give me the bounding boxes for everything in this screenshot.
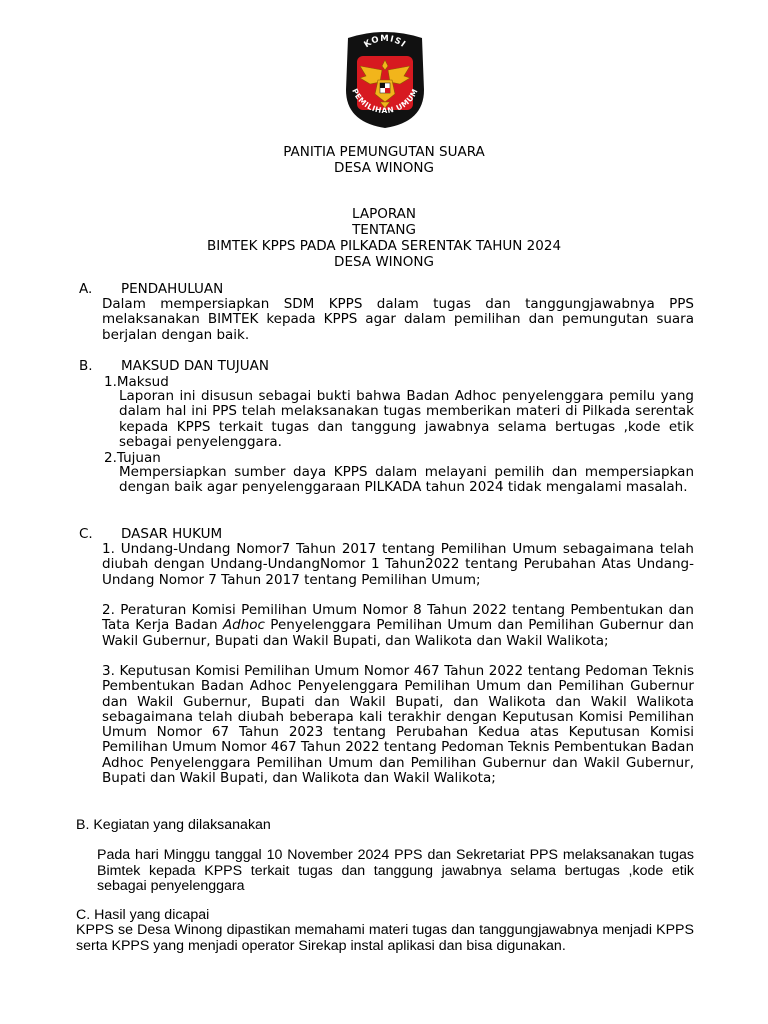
- tujuan-text: Mempersiapkan sumber daya KPPS dalam melayani pemilih dan mempersiapkan dengan baik agar penyelenggaraan PILKADA tahun 2024 tidak mengalami masalah.: [119, 464, 694, 496]
- section-a-letter: A.: [79, 281, 93, 297]
- title-line-4: DESA WINONG: [334, 254, 434, 270]
- section-a-text: Dalam mempersiapkan SDM KPPS dalam tugas dan tanggungjawabnya PPS melaksanakan BIMTEK kepada KPPS agar dalam pemilihan dan pemungutan suara berjalan dengan baik.: [102, 296, 694, 343]
- title-line-3: BIMTEK KPPS PADA PILKADA SERENTAK TAHUN 2024: [206, 238, 562, 254]
- law-item-2-before: 2. Peraturan Komisi Pemilihan Umum Nomor 8 Tahun 2022 tentang Pembentukan dan Tata Kerja Badan: [102, 602, 694, 634]
- law-item-1: 1. Undang-Undang Nomor7 Tahun 2017 tentang Pemilihan Umum sebagaimana telah diubah dengan Undang-UndangNomor 1 Tahun2022 tentang Perubahan Atas Undang-Undang Nomor 7 Tahun 2017 tentang Pemilihan Umum;: [102, 541, 694, 588]
- org-header: [0, 144, 768, 176]
- tujuan-label: 2.Tujuan: [104, 450, 161, 466]
- kegiatan-text: Pada hari Minggu tanggal 10 November 2024 PPS dan Sekretariat PPS melaksanakan tugas Bimtek kepada KPPS terkait tugas dan tanggung jawabnya selama bertugas ,kode etik sebagai penyelenggara: [97, 847, 694, 894]
- title-line-2: TENTANG: [352, 222, 416, 238]
- section-b-heading: [79, 358, 269, 374]
- section-c-heading: [79, 526, 222, 542]
- law-item-3: 3. Keputusan Komisi Pemilihan Umum Nomor 467 Tahun 2022 tentang Pedoman Teknis Pembentukan Badan Adhoc Penyelenggara Pemilihan Umum dan Pemilihan Gubernur dan Wakil Gubernur, Bupati dan Wakil Bupati, dan Walikota dan Wakil Walikota sebagaimana telah diubah beberapa kali terakhir dengan Keputusan Komisi Pemilihan Umum Nomor 67 Tahun 2023 tentang Perubahan Kedua atas Keputusan Komisi Pemilihan Umum Nomor 467 Tahun 2022 tentang Pedoman Teknis Pembentukan Badan Adhoc Penyelenggara Pemilihan Umum dan Pemilihan Gubernur dan Wakil Gubernur, Bupati dan Wakil Bupati, dan Walikota dan Wakil Walikota;: [102, 663, 694, 787]
- kegiatan-heading: B. Kegiatan yang dilaksanakan: [76, 817, 271, 833]
- title-line-1: LAPORAN: [352, 206, 416, 222]
- logo-bottom-text: PEMILIHAN UMUM: [350, 87, 420, 116]
- law-item-2-after: Penyelenggara Pemilihan Umum dan Pemilihan Gubernur dan Wakil Gubernur, Bupati dan Wakil Bupati, dan Walikota dan Wakil Walikota;: [102, 617, 694, 649]
- section-c-letter: C.: [79, 526, 93, 542]
- section-c-title: DASAR HUKUM: [121, 526, 223, 542]
- law-item-2: [102, 603, 694, 649]
- org-line-2: DESA WINONG: [334, 160, 434, 176]
- section-a-heading: [79, 281, 223, 297]
- logo-top-text: KOMISI: [362, 33, 408, 51]
- hasil-heading: C. Hasil yang dicapai: [76, 907, 210, 923]
- section-a-title: PENDAHULUAN: [121, 281, 224, 297]
- org-line-1: PANITIA PEMUNGUTAN SUARA: [283, 144, 485, 160]
- section-b-letter: B.: [79, 358, 93, 374]
- document-title: [0, 206, 768, 270]
- hasil-text: KPPS se Desa Winong dipastikan memahami materi tugas dan tanggungjawabnya menjadi KPPS serta KPPS yang menjadi operator Sirekap instal aplikasi dan bisa digunakan.: [76, 922, 694, 954]
- maksud-label: 1.Maksud: [104, 374, 169, 390]
- maksud-text: Laporan ini disusun sebagai bukti bahwa Badan Adhoc penyelenggara pemilu yang dalam hal ini PPS telah melaksanakan tugas memberikan materi di Pilkada serentak kepada KPPS terkait tugas dan tanggung jawabnya selama bertugas ,kode etik sebagai penyelenggara.: [119, 388, 694, 450]
- section-b-title: MAKSUD DAN TUJUAN: [121, 358, 269, 374]
- law-item-2-italic: Adhoc: [222, 617, 265, 634]
- kpu-logo: [340, 30, 430, 130]
